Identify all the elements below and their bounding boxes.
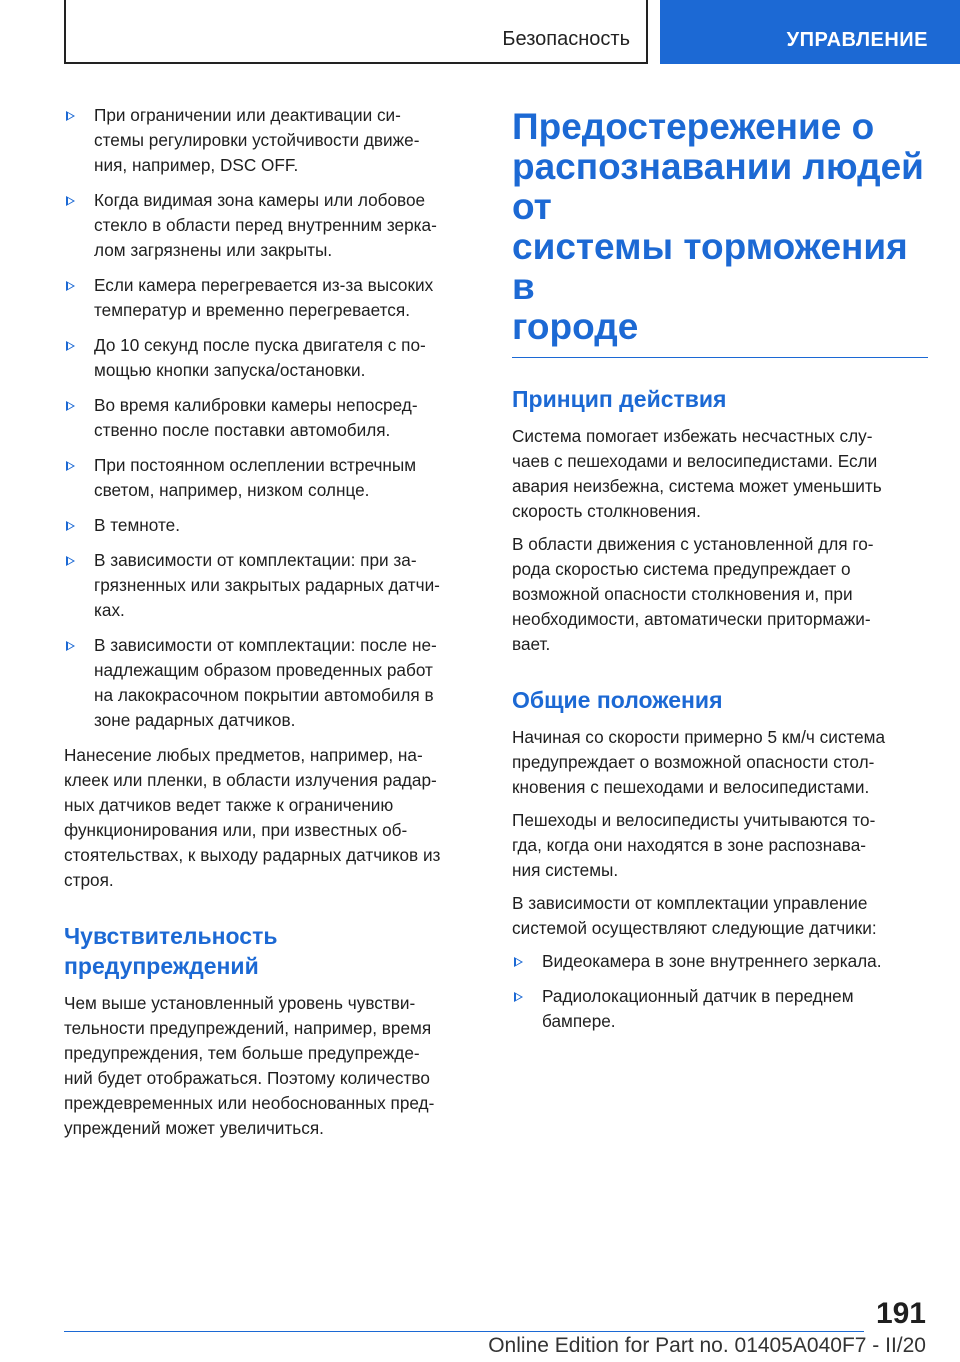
radar-obstruction-paragraph: Нанесение любых предметов, например, на- клеек или пленки, в области излучения радар- ных датчиков ведет также к ограничению функционирования или, при известных об- стоятельствах, к выходу радарных датчиков из строя. — [64, 745, 441, 890]
sensitivity-heading: Чувствительность предупреждений — [64, 923, 278, 979]
bullet-triangle-icon — [66, 196, 75, 206]
header-section-tab — [64, 0, 648, 64]
section-title: Предостережение о распознавании людей от системы торможения в городе — [512, 107, 928, 358]
page-number: 191 — [875, 1297, 926, 1330]
bullet-triangle-icon — [66, 556, 75, 566]
edition-footer: Online Edition for Part no. 01405A040F7 - II/20 — [488, 1334, 926, 1357]
list-item: В темноте. — [64, 513, 476, 538]
bullet-triangle-icon — [66, 461, 75, 471]
list-item: Во время калибровки камеры непосред- ственно после поставки автомобиля. — [64, 393, 476, 443]
bullet-triangle-icon — [66, 341, 75, 351]
list-item: Когда видимая зона камеры или лобовое стекло в области перед внутренним зерка- лом загрязнены или закрыты. — [64, 188, 476, 263]
header-chapter-tab — [660, 0, 960, 64]
principle-paragraph-2: В области движения с установленной для го- рода скоростью система предупреждает о возможной опасности столкновения и, при необходимости, автоматически притормажи- вает. — [512, 534, 874, 654]
list-item: При ограничении или деактивации си- стемы регулировки устойчивости движе- ния, например, DSC OFF. — [64, 103, 476, 178]
general-paragraph-3: В зависимости от комплектации управление системой осуществляют следующие датчики: — [512, 893, 877, 938]
right-column — [512, 107, 928, 1044]
general-paragraph-1: Начиная со скорости примерно 5 км/ч система предупреждает о возможной опасности стол- кновения с пешеходами и велосипедистами. — [512, 727, 886, 797]
bullet-triangle-icon — [66, 281, 75, 291]
principle-paragraph-1: Система помогает избежать несчастных слу- чаев с пешеходами и велосипедистами. Если авария неизбежна, система может уменьшить скорость столкновения. — [512, 426, 882, 521]
list-item: Если камера перегревается из-за высоких температур и временно перегревается. — [64, 273, 476, 323]
bullet-triangle-icon — [66, 111, 75, 121]
list-item: В зависимости от комплектации: при за- грязненных или закрытых радарных датчи- ках. — [64, 548, 476, 623]
sensors-list — [512, 949, 928, 1034]
header-section-label: Безопасность — [502, 28, 630, 50]
list-item: При постоянном ослеплении встречным светом, например, низком солнце. — [64, 453, 476, 503]
list-item: В зависимости от комплектации: после не- надлежащим образом проведенных работ на лакокрасочном покрытии автомобиля в зоне радарных датчиков. — [64, 633, 476, 733]
bullet-triangle-icon — [514, 992, 523, 1002]
bullet-triangle-icon — [66, 641, 75, 651]
limitations-list — [64, 103, 476, 733]
header-chapter-label: УПРАВЛЕНИЕ — [786, 29, 928, 51]
bullet-triangle-icon — [66, 521, 75, 531]
general-paragraph-2: Пешеходы и велосипедисты учитываются то- гда, когда они находятся в зоне распознава- ния системы. — [512, 810, 876, 880]
principle-heading: Принцип действия — [512, 386, 727, 412]
sensitivity-paragraph: Чем выше установленный уровень чувстви- тельности предупреждений, например, время предупреждения, тем больше предупрежде- ний будет отображаться. Поэтому количество преждевременных или необоснованных пред- упреждений может увеличиться. — [64, 993, 435, 1138]
list-item: До 10 секунд после пуска двигателя с по- мощью кнопки запуска/остановки. — [64, 333, 476, 383]
footer-divider — [64, 1331, 864, 1332]
bullet-triangle-icon — [514, 957, 523, 967]
left-column — [64, 103, 476, 1149]
list-item: Видеокамера в зоне внутреннего зеркала. — [512, 949, 928, 974]
list-item: Радиолокационный датчик в переднем бампере. — [512, 984, 928, 1034]
bullet-triangle-icon — [66, 401, 75, 411]
general-heading: Общие положения — [512, 687, 723, 713]
